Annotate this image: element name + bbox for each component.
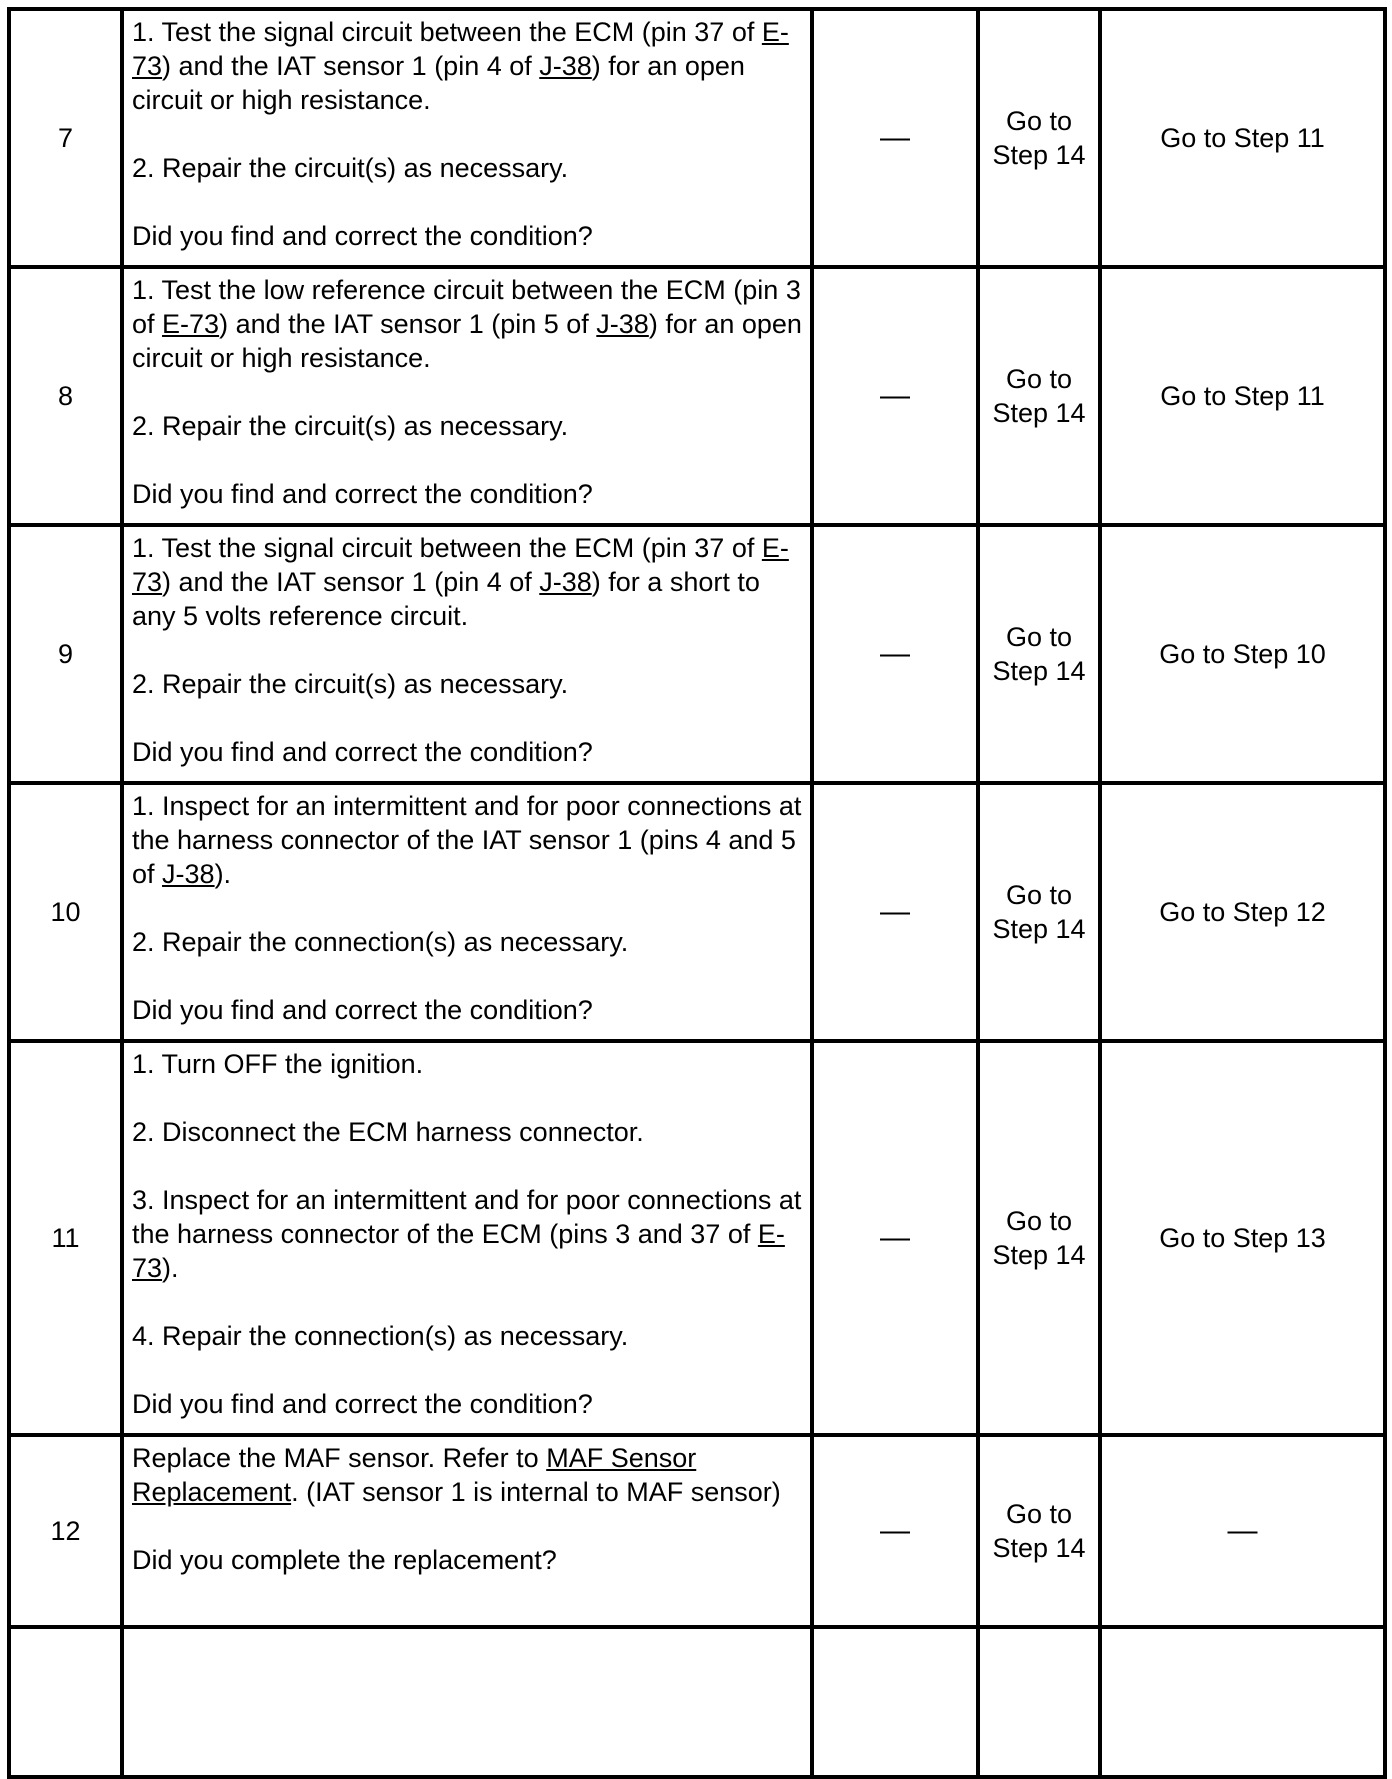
replacement-procedure-link[interactable]: MAF Sensor Replacement [132,1443,697,1507]
step-number: 10 [9,783,122,1041]
table-row [9,1435,1385,1627]
connector-link[interactable]: E-73 [132,533,789,597]
table-row [9,1041,1385,1435]
action-instruction: Replace the MAF sensor. Refer to MAF Sensor Replacement. (IAT sensor 1 is internal to MAF sensor) [132,1443,781,1507]
value-cell: — [812,783,978,1041]
yes-cell: Go to Step 14 [978,1435,1100,1627]
connector-link[interactable]: J-38 [539,567,592,597]
empty-cell [122,1627,812,1777]
action-instruction: 2. Repair the circuit(s) as necessary. [132,669,569,699]
action-cell [122,1041,812,1435]
step-number: 12 [9,1435,122,1627]
action-question: Did you find and correct the condition? [132,1389,593,1419]
action-question: Did you complete the replacement? [132,1545,557,1575]
value-cell: — [812,525,978,783]
connector-link[interactable]: J-38 [162,859,215,889]
yes-cell: Go to Step 14 [978,525,1100,783]
no-cell: Go to Step 10 [1100,525,1385,783]
action-question: Did you find and correct the condition? [132,221,593,251]
empty-cell [1100,1627,1385,1777]
connector-link[interactable]: E-73 [162,309,220,339]
action-cell [122,525,812,783]
action-question: Did you find and correct the condition? [132,995,593,1025]
action-instruction: 1. Inspect for an intermittent and for poor connections at the harness connector of the IAT sensor 1 (pins 4 and 5 of J-38). [132,791,802,889]
action-cell [122,1435,812,1627]
no-cell: Go to Step 11 [1100,9,1385,267]
value-cell: — [812,267,978,525]
action-instruction: 3. Inspect for an intermittent and for poor connections at the harness connector of the ECM (pins 3 and 37 of E-73). [132,1185,802,1283]
no-cell: Go to Step 12 [1100,783,1385,1041]
step-number: 7 [9,9,122,267]
value-cell: — [812,1435,978,1627]
connector-link[interactable]: J-38 [539,51,592,81]
no-cell: Go to Step 13 [1100,1041,1385,1435]
connector-link[interactable]: J-38 [596,309,649,339]
action-question: Did you find and correct the condition? [132,479,593,509]
connector-link[interactable]: E-73 [132,17,789,81]
no-cell: Go to Step 11 [1100,267,1385,525]
yes-cell: Go to Step 14 [978,9,1100,267]
action-cell [122,267,812,525]
yes-cell: Go to Step 14 [978,1041,1100,1435]
empty-cell [978,1627,1100,1777]
action-cell [122,783,812,1041]
action-instruction: 4. Repair the connection(s) as necessary. [132,1321,629,1351]
empty-cell [812,1627,978,1777]
action-instruction: 1. Test the low reference circuit between the ECM (pin 3 of E-73) and the IAT sensor 1 (pin 5 of J-38) for an open circuit or high resistance. [132,275,802,373]
connector-link[interactable]: E-73 [132,1219,785,1283]
action-cell [122,9,812,267]
table-row [9,525,1385,783]
action-question: Did you find and correct the condition? [132,737,593,767]
value-cell: — [812,1041,978,1435]
table-row [9,267,1385,525]
yes-cell: Go to Step 14 [978,783,1100,1041]
step-number: 9 [9,525,122,783]
action-instruction: 1. Test the signal circuit between the ECM (pin 37 of E-73) and the IAT sensor 1 (pin 4 of J-38) for a short to any 5 volts reference circuit. [132,533,789,631]
table-row [9,783,1385,1041]
empty-cell [9,1627,122,1777]
action-instruction: 2. Repair the circuit(s) as necessary. [132,153,569,183]
step-number: 8 [9,267,122,525]
no-cell: — [1100,1435,1385,1627]
empty-row [9,1627,1385,1777]
action-instruction: 2. Disconnect the ECM harness connector. [132,1117,644,1147]
action-instruction: 1. Turn OFF the ignition. [132,1049,424,1079]
action-instruction: 1. Test the signal circuit between the ECM (pin 37 of E-73) and the IAT sensor 1 (pin 4 of J-38) for an open circuit or high resistance. [132,17,789,115]
action-instruction: 2. Repair the circuit(s) as necessary. [132,411,569,441]
table-row [9,9,1385,267]
yes-cell: Go to Step 14 [978,267,1100,525]
diagnostic-steps-table [7,7,1387,1779]
step-number: 11 [9,1041,122,1435]
action-instruction: 2. Repair the connection(s) as necessary. [132,927,629,957]
value-cell: — [812,9,978,267]
